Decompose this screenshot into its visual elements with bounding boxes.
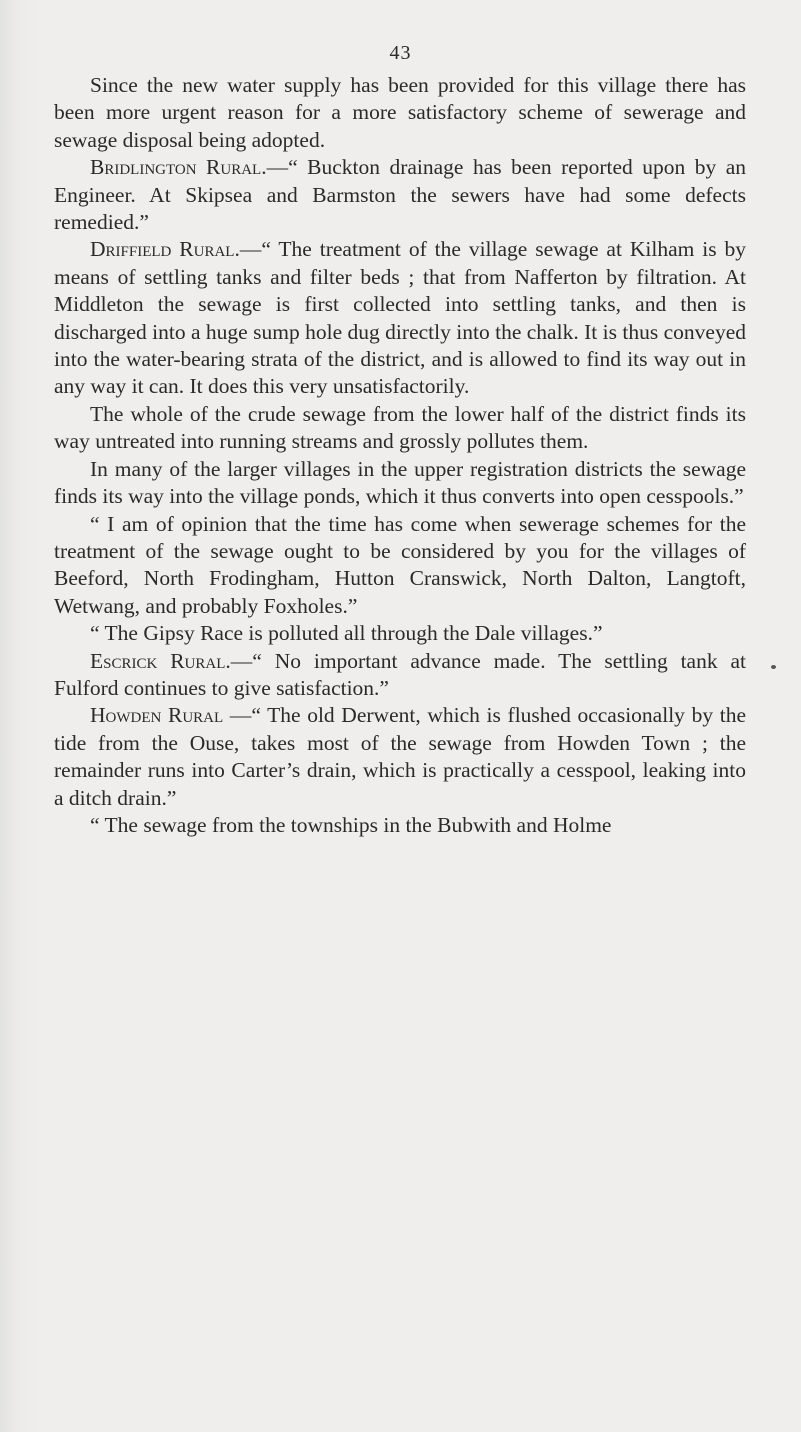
paragraph: [54, 154, 746, 236]
district-heading: Escrick Rural.: [90, 648, 231, 673]
paragraph-text: “ I am of opinion that the time has come when sewerage schemes for the treatment of the sewage ought to be considered by you for the villages of Beeford, North Frodingham, Hutton Cranswick, North Dalton, Langtoft, Wetwang, and probably Foxholes.”: [54, 511, 746, 618]
district-heading: Howden Rural: [90, 703, 224, 728]
paragraph-text: —“ Buckton drainage has been reported upon by an Engineer. At Skipsea and Barmston the sewers have had some defects remedied.”: [54, 155, 747, 235]
paragraph: [54, 812, 746, 839]
paragraph-text: “ The Gipsy Race is polluted all through the Dale villages.”: [90, 621, 603, 646]
print-speck: [771, 665, 776, 669]
paragraph: [54, 620, 746, 647]
paragraph-text: —“ No important advance made. The settling tank at Fulford continues to give satisfaction.”: [54, 648, 746, 700]
paragraph: [54, 511, 746, 621]
paragraph-text: The whole of the crude sewage from the lower half of the district finds its way untreated into running streams and grossly pollutes them.: [54, 401, 746, 454]
paragraph-text: —“ The old Derwent, which is flushed occasionally by the tide from the Ouse, takes most of the sewage from Howden Town ; the remainder runs into Carter’s drain, which is practically a cesspool, leaking into a ditch drain.”: [54, 703, 746, 810]
paragraph: [54, 456, 746, 511]
paragraph-text: “ The sewage from the townships in the Bubwith and Holme: [90, 812, 612, 837]
district-heading: Bridlington Rural.: [90, 155, 267, 180]
paragraph: [54, 72, 746, 154]
paragraph: [54, 648, 746, 703]
paragraph-text: In many of the larger villages in the upper registration districts the sewage finds its way into the village ponds, which it thus converts into open cesspools.”: [54, 456, 746, 509]
paragraph-text: Since the new water supply has been provided for this village there has been more urgent reason for a more satisfactory scheme of sewerage and sewage disposal being adopted.: [54, 73, 746, 152]
paragraph: [54, 236, 746, 400]
paragraph: [54, 702, 746, 812]
paragraph-text: —“ The treatment of the village sewage at Kilham is by means of settling tanks and filter beds ; that from Nafferton by filtration. At Middleton the sewage is first collected into settling tanks, and then is discharged into a huge sump hole dug directly into the chalk. It is thus conveyed into the water-bearing strata of the district, and is allowed to find its way out in any way it can. It does this very unsatisfactorily.: [54, 237, 746, 399]
body-text: [54, 72, 746, 839]
district-heading: Driffield Rural.: [90, 237, 240, 262]
paragraph: [54, 401, 746, 456]
page-number: 43: [389, 42, 412, 64]
